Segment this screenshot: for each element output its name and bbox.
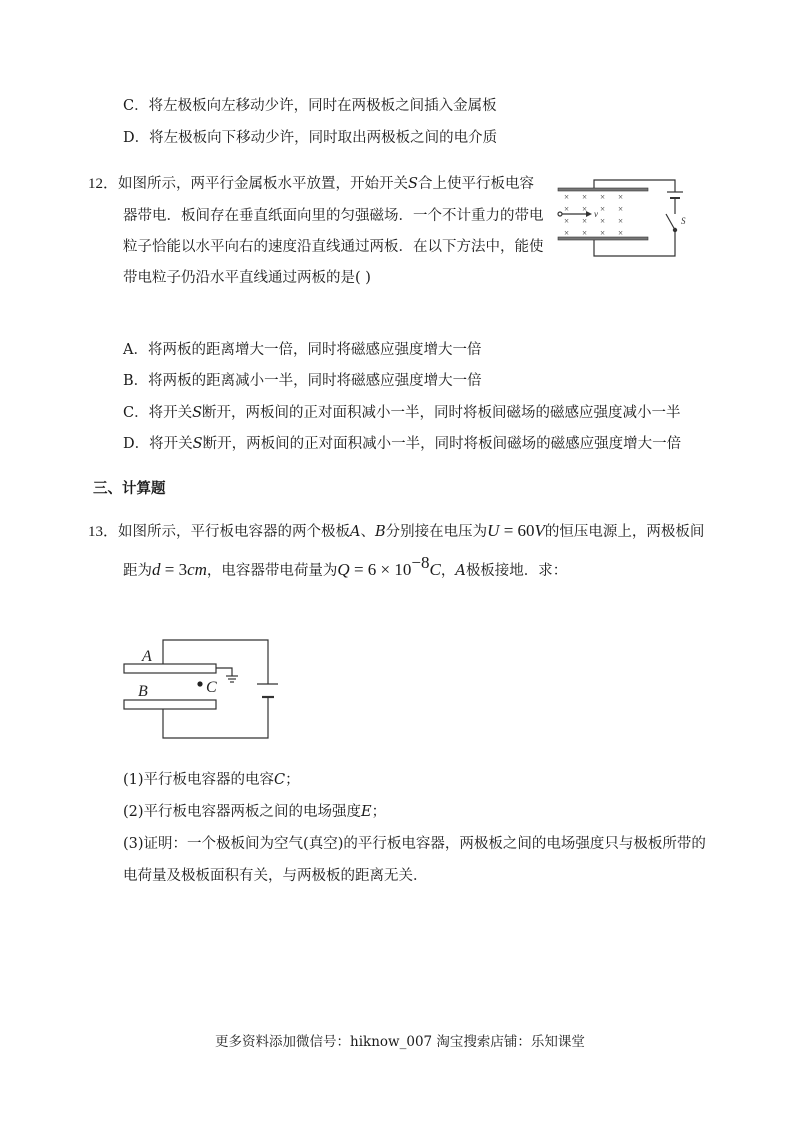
q13-sub3-line2: 电荷量及极板面积有关，与两极板的距离无关． — [123, 868, 428, 884]
q12-top-plate — [558, 188, 648, 191]
q13-stem-line2: 距为d = 3cm，电容器带电荷量为$Q = 6 \times 10^{-8}C$，A极板接地．求： — [123, 553, 568, 579]
svg-text:×: × — [618, 192, 624, 202]
q13-stem-line1: 13．如图所示，平行板电容器的两个极板A、B分别接在电压为U = 60V的恒压电源上，两极板间 — [88, 521, 705, 540]
q12-stem-line3: 粒子恰能以水平向右的速度沿直线通过两板．在以下方法中，能使 — [123, 239, 544, 255]
q13-sub2: (2)平行板电容器两板之间的电场强度E； — [123, 804, 387, 820]
q13-sub3-line1: (3)证明：一个极板间为空气(真空)的平行板电容器，两极板之间的电场强度只与极板所带的 — [123, 836, 706, 852]
q12-option-c: C．将开关S断开，两板间的正对面积减小一半，同时将板间磁场的磁感应强度减小一半 — [123, 405, 681, 421]
q12-var-s: S — [408, 176, 418, 192]
q13-wire-top — [163, 640, 268, 684]
q12-label-s: S — [681, 216, 686, 226]
svg-text:×: × — [582, 228, 588, 238]
q12-stem-line2: 器带电．板间存在垂直纸面向里的匀强磁场．一个不计重力的带电 — [123, 208, 544, 224]
q13-ground-wire — [216, 668, 232, 676]
svg-text:×: × — [564, 204, 570, 214]
svg-text:×: × — [600, 192, 606, 202]
q13-point-c — [197, 681, 202, 686]
q13-sub1: (1)平行板电容器的电容C； — [123, 772, 300, 788]
svg-text:×: × — [618, 204, 624, 214]
q13-label-b: B — [138, 683, 148, 700]
q12-stem-line1: 12．如图所示，两平行金属板水平放置，开始开关S合上使平行板电容 — [88, 176, 534, 192]
svg-text:×: × — [582, 216, 588, 226]
q12-stem-line4: 带电粒子仍沿水平直线通过两板的是( ) — [123, 270, 371, 286]
svg-text:×: × — [564, 192, 570, 202]
svg-text:×: × — [600, 204, 606, 214]
svg-text:×: × — [618, 216, 624, 226]
section-heading-calculation: 三、计算题 — [93, 480, 166, 497]
q12-option-d: D．将开关S断开，两板间的正对面积减小一半，同时将板间磁场的磁感应强度增大一倍 — [123, 436, 682, 452]
q12-answer-bracket: ( ) — [355, 270, 371, 286]
svg-text:×: × — [600, 216, 606, 226]
q13-capacitor-figure — [118, 630, 278, 745]
q12-number: 12． — [88, 176, 119, 192]
svg-text:×: × — [564, 216, 570, 226]
q12-particle — [558, 212, 562, 216]
q12-switch-blade — [666, 214, 675, 230]
svg-text:×: × — [564, 228, 570, 238]
q13-label-c: C — [206, 679, 217, 696]
q12-circuit-figure — [550, 178, 695, 260]
q13-plate-b — [124, 700, 216, 709]
svg-text:×: × — [600, 228, 606, 238]
q13-plate-a — [124, 664, 216, 673]
q12-option-a: A．将两板的距离增大一倍，同时将磁感应强度增大一倍 — [123, 342, 482, 358]
q11-option-c: C．将左极板向左移动少许，同时在两极板之间插入金属板 — [123, 98, 497, 114]
q11-option-d: D．将左极板向下移动少许，同时取出两极板之间的电介质 — [123, 130, 498, 146]
q12-wire-lower — [594, 230, 675, 256]
q12-option-b: B．将两板的距离减小一半，同时将磁感应强度增大一倍 — [123, 373, 482, 389]
page-footer: 更多资料添加微信号：hiknow_007 淘宝搜索店铺：乐知课堂 — [215, 1034, 585, 1050]
svg-text:×: × — [582, 192, 588, 202]
svg-text:×: × — [618, 228, 624, 238]
q13-number: 13． — [88, 524, 119, 540]
q13-label-a: A — [142, 648, 152, 665]
svg-text:×: × — [582, 204, 588, 214]
q12-label-v: v — [594, 209, 598, 219]
